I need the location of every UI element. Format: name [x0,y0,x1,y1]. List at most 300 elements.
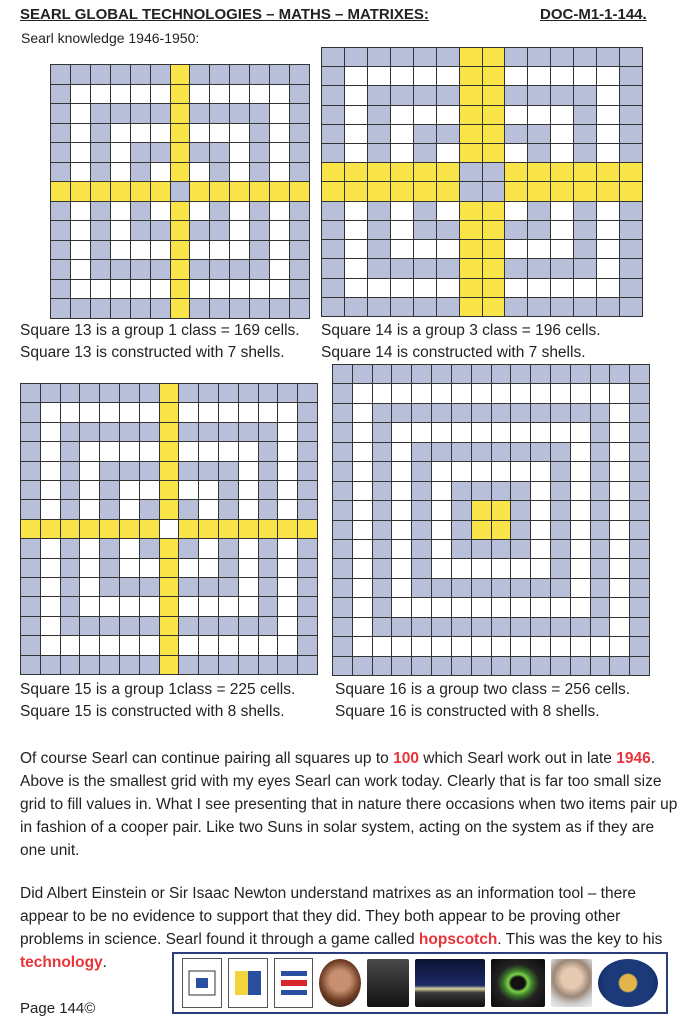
matrix-cell [259,520,278,538]
matrix-cell [511,462,530,480]
matrix-cell [531,384,550,402]
matrix-cell [100,481,119,499]
matrix-cell [239,559,258,577]
matrix-cell [452,384,471,402]
matrix-cell [392,501,411,519]
matrix-cell [391,125,413,143]
matrix-cell [345,48,367,66]
matrix-cell [290,124,309,143]
matrix-cell [298,656,317,674]
matrix-cell [591,462,610,480]
paragraph-text: which Searl work out in late [418,750,617,767]
matrix-cell [278,559,297,577]
matrix-cell [571,657,590,675]
matrix-cell [452,462,471,480]
matrix-cell [591,384,610,402]
matrix-cell [230,182,249,201]
matrix-cell [452,521,471,539]
matrix-cell [140,597,159,615]
matrix-cell [131,241,150,260]
matrix-cell [620,298,642,316]
matrix-cell [61,559,80,577]
matrix-cell [278,481,297,499]
matrix-cell [41,578,60,596]
matrix-cell [250,124,269,143]
matrix-cell [391,163,413,181]
matrix-cell [528,67,550,85]
matrix-cell [412,657,431,675]
matrix-cell [21,403,40,421]
matrix-cell [373,443,392,461]
matrix-cell [432,462,451,480]
matrix-cell [551,259,573,277]
matrix-cell [492,657,511,675]
matrix-cell [41,656,60,674]
matrix-cell [620,221,642,239]
matrix-cell [591,443,610,461]
matrix-cell [483,144,505,162]
matrix-cell [210,124,229,143]
matrix-cell [528,202,550,220]
matrix-cell [71,260,90,279]
matrix-cell [278,384,297,402]
matrix-cell [630,404,649,422]
matrix-cell [91,260,110,279]
matrix-cell [270,143,289,162]
matrix-cell [353,559,372,577]
matrix-cell [151,65,170,84]
matrix-cell [80,520,99,538]
matrix-cell [452,598,471,616]
matrix-cell [472,423,491,441]
matrix-cell [452,618,471,636]
matrix-cell [270,65,289,84]
matrix-cell [41,481,60,499]
matrix-cell [511,579,530,597]
matrix-cell [290,85,309,104]
matrix-cell [483,298,505,316]
matrix-cell [322,259,344,277]
matrix-cell [630,598,649,616]
matrix-cell [620,182,642,200]
matrix-cell [120,384,139,402]
matrix-cell [51,163,70,182]
matrix-cell [239,403,258,421]
matrix-cell [591,404,610,422]
matrix-cell [505,259,527,277]
matrix-cell [333,384,352,402]
matrix-cell [190,104,209,123]
matrix-cell [190,65,209,84]
matrix-cell [259,442,278,460]
matrix-cell [131,182,150,201]
matrix-cell [71,104,90,123]
matrix-cell [100,636,119,654]
matrix-cell [551,182,573,200]
signal-flag-k-icon [228,958,268,1008]
matrix-cell [230,202,249,221]
matrix-cell [21,500,40,518]
matrix-square-15 [20,383,318,675]
matrix-cell [620,163,642,181]
matrix-cell [392,618,411,636]
matrix-cell [414,279,436,297]
matrix-cell [199,636,218,654]
matrix-cell [230,85,249,104]
matrix-cell [333,443,352,461]
matrix-cell [190,299,209,318]
matrix-cell [131,104,150,123]
matrix-cell [71,143,90,162]
matrix-cell [345,106,367,124]
matrix-cell [259,403,278,421]
matrix-cell [597,259,619,277]
matrix-cell [298,578,317,596]
matrix-cell [452,637,471,655]
matrix-cell [298,423,317,441]
matrix-cell [392,443,411,461]
matrix-cell [571,443,590,461]
matrix-cell [511,482,530,500]
matrix-cell [41,597,60,615]
matrix-cell [71,221,90,240]
matrix-cell [190,221,209,240]
matrix-cell [160,481,179,499]
matrix-cell [131,85,150,104]
matrix-cell [392,384,411,402]
matrix-cell [483,67,505,85]
matrix-cell [591,657,610,675]
caption-line: Square 16 is constructed with 8 shells. [335,703,600,720]
matrix-cell [597,125,619,143]
matrix-cell [270,182,289,201]
matrix-cell [452,559,471,577]
matrix-cell [345,86,367,104]
matrix-cell [179,559,198,577]
matrix-cell [199,539,218,557]
matrix-cell [574,144,596,162]
matrix-cell [91,65,110,84]
matrix-cell [322,163,344,181]
matrix-cell [219,462,238,480]
matrix-cell [551,482,570,500]
matrix-cell [51,221,70,240]
matrix-cell [630,559,649,577]
matrix-cell [21,539,40,557]
matrix-cell [392,404,411,422]
matrix-cell [571,423,590,441]
matrix-cell [120,559,139,577]
matrix-cell [368,48,390,66]
matrix-cell [414,259,436,277]
matrix-cell [591,598,610,616]
matrix-cell [345,240,367,258]
matrix-cell [452,482,471,500]
matrix-cell [373,423,392,441]
matrix-cell [219,520,238,538]
matrix-cell [21,442,40,460]
matrix-cell [437,67,459,85]
matrix-cell [551,365,570,383]
matrix-cell [432,384,451,402]
matrix-cell [270,299,289,318]
matrix-cell [298,462,317,480]
matrix-cell [91,241,110,260]
matrix-cell [472,657,491,675]
matrix-cell [111,221,130,240]
matrix-cell [610,598,629,616]
matrix-cell [511,540,530,558]
matrix-cell [368,163,390,181]
matrix-cell [460,259,482,277]
matrix-cell [160,500,179,518]
matrix-cell [333,521,352,539]
matrix-cell [179,384,198,402]
matrix-cell [505,163,527,181]
matrix-cell [492,384,511,402]
matrix-cell [511,521,530,539]
matrix-cell [373,365,392,383]
highlight-100: 100 [393,750,419,767]
matrix-cell [437,182,459,200]
matrix-cell [620,48,642,66]
matrix-cell [437,240,459,258]
matrix-cell [278,617,297,635]
matrix-cell [239,636,258,654]
matrix-cell [71,241,90,260]
matrix-cell [298,403,317,421]
matrix-cell [199,656,218,674]
matrix-cell [210,299,229,318]
matrix-cell [551,540,570,558]
matrix-cell [511,365,530,383]
matrix-cell [41,559,60,577]
matrix-cell [505,279,527,297]
matrix-cell [531,559,550,577]
matrix-cell [392,482,411,500]
logo-strip [172,952,668,1014]
matrix-cell [368,240,390,258]
matrix-cell [111,202,130,221]
generator-ring-photo [491,959,545,1007]
matrix-cell [322,202,344,220]
matrix-cell [551,202,573,220]
matrix-cell [452,579,471,597]
matrix-cell [250,163,269,182]
matrix-cell [298,559,317,577]
matrix-cell [460,279,482,297]
matrix-cell [100,617,119,635]
matrix-cell [322,182,344,200]
matrix-cell [270,260,289,279]
matrix-cell [71,163,90,182]
matrix-cell [230,260,249,279]
matrix-cell [472,637,491,655]
matrix-cell [120,617,139,635]
matrix-cell [120,481,139,499]
matrix-cell [298,384,317,402]
matrix-cell [483,86,505,104]
matrix-cell [373,540,392,558]
paragraph-text: Did Albert Einstein or Sir Isaac Newton understand matrixes as an information tool – there appear to be no evidence to support that they did. They both appear to be proving other problems in science. Searl found it through a game called [20,885,637,948]
matrix-cell [239,597,258,615]
square-15-caption [20,679,295,723]
caption-line: Square 16 is a group two class = 256 cells. [335,681,631,698]
matrix-cell [392,521,411,539]
matrix-cell [432,404,451,422]
matrix-cell [333,365,352,383]
matrix-cell [531,637,550,655]
matrix-cell [610,365,629,383]
matrix-cell [505,202,527,220]
matrix-cell [298,500,317,518]
matrix-cell [551,657,570,675]
matrix-cell [160,636,179,654]
matrix-cell [574,279,596,297]
matrix-cell [630,579,649,597]
matrix-cell [290,221,309,240]
matrix-cell [100,559,119,577]
matrix-cell [630,618,649,636]
matrix-cell [353,637,372,655]
matrix-cell [373,482,392,500]
matrix-cell [333,598,352,616]
matrix-cell [630,657,649,675]
matrix-cell [437,48,459,66]
matrix-cell [620,259,642,277]
matrix-cell [333,559,352,577]
matrix-cell [392,462,411,480]
matrix-cell [472,365,491,383]
matrix-cell [230,163,249,182]
matrix-cell [437,202,459,220]
matrix-cell [91,104,110,123]
matrix-cell [571,365,590,383]
matrix-cell [61,636,80,654]
matrix-cell [630,540,649,558]
matrix-cell [574,86,596,104]
matrix-cell [322,144,344,162]
matrix-cell [345,202,367,220]
matrix-cell [452,365,471,383]
matrix-cell [412,365,431,383]
matrix-cell [131,260,150,279]
matrix-cell [597,67,619,85]
matrix-cell [61,597,80,615]
matrix-cell [574,202,596,220]
matrix-cell [179,462,198,480]
matrix-cell [391,279,413,297]
matrix-cell [100,403,119,421]
matrix-cell [368,279,390,297]
matrix-cell [492,365,511,383]
matrix-cell [392,365,411,383]
paragraph-text: . This was the key to his [497,931,663,948]
matrix-cell [278,520,297,538]
matrix-cell [298,481,317,499]
matrix-cell [414,125,436,143]
matrix-cell [452,443,471,461]
night-building-photo [415,959,485,1007]
matrix-cell [591,637,610,655]
matrix-cell [460,144,482,162]
matrix-cell [270,241,289,260]
matrix-cell [219,403,238,421]
matrix-cell [391,86,413,104]
matrix-cell [230,104,249,123]
matrix-cell [472,618,491,636]
matrix-cell [483,106,505,124]
matrix-cell [591,521,610,539]
matrix-cell [80,423,99,441]
matrix-cell [571,384,590,402]
matrix-cell [432,423,451,441]
matrix-cell [239,423,258,441]
matrix-cell [270,124,289,143]
matrix-cell [333,540,352,558]
matrix-cell [270,85,289,104]
matrix-cell [140,617,159,635]
matrix-cell [391,106,413,124]
matrix-cell [151,85,170,104]
matrix-cell [131,143,150,162]
matrix-cell [373,521,392,539]
matrix-cell [140,384,159,402]
matrix-cell [179,656,198,674]
matrix-cell [151,241,170,260]
matrix-cell [620,106,642,124]
matrix-cell [91,85,110,104]
matrix-cell [472,384,491,402]
matrix-cell [298,597,317,615]
matrix-cell [492,637,511,655]
matrix-cell [345,182,367,200]
matrix-cell [551,579,570,597]
caption-line: Square 14 is constructed with 7 shells. [321,344,586,361]
matrix-cell [239,384,258,402]
matrix-cell [574,298,596,316]
matrix-cell [21,597,40,615]
matrix-cell [353,443,372,461]
matrix-cell [412,637,431,655]
matrix-cell [574,106,596,124]
matrix-cell [391,144,413,162]
matrix-cell [171,124,190,143]
matrix-cell [391,298,413,316]
matrix-cell [472,443,491,461]
matrix-cell [353,365,372,383]
matrix-cell [140,520,159,538]
matrix-cell [531,579,550,597]
matrix-cell [472,540,491,558]
matrix-cell [322,48,344,66]
matrix-cell [71,299,90,318]
matrix-cell [574,221,596,239]
matrix-cell [353,384,372,402]
matrix-cell [368,144,390,162]
matrix-cell [71,85,90,104]
matrix-cell [391,67,413,85]
winged-emblem-icon [598,959,658,1007]
matrix-cell [21,520,40,538]
matrix-cell [111,241,130,260]
matrix-cell [551,163,573,181]
matrix-cell [160,539,179,557]
matrix-cell [373,598,392,616]
caption-line: Square 15 is constructed with 8 shells. [20,703,285,720]
matrix-cell [239,462,258,480]
matrix-cell [160,617,179,635]
